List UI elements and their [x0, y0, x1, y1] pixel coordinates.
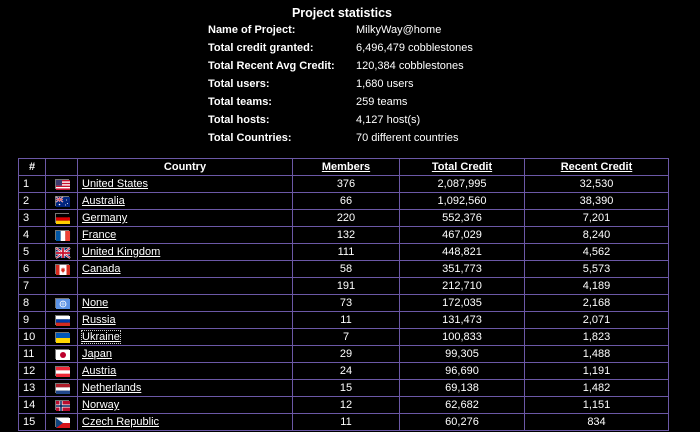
table-row [19, 346, 669, 363]
table-header-row [19, 159, 669, 176]
table-row [19, 363, 669, 380]
cell-recent-credit: 1,151 [525, 397, 669, 414]
country-link[interactable]: United Kingdom [82, 246, 161, 258]
flag-germany-icon [55, 213, 69, 223]
cell-rank: 15 [19, 414, 46, 431]
cell-country [78, 244, 293, 261]
cell-rank: 11 [19, 346, 46, 363]
stat-value: 1,680 users [356, 78, 414, 90]
cell-members: 12 [293, 397, 400, 414]
cell-country [78, 414, 293, 431]
cell-total-credit: 1,092,560 [400, 193, 525, 210]
stat-label: Total users: [208, 78, 270, 90]
stat-label: Total hosts: [208, 114, 270, 126]
cell-members: 58 [293, 261, 400, 278]
country-link[interactable]: France [82, 229, 117, 241]
cell-recent-credit: 2,071 [525, 312, 669, 329]
country-link[interactable]: Australia [82, 195, 125, 207]
country-link[interactable]: Canada [82, 263, 121, 275]
cell-recent-credit: 7,201 [525, 210, 669, 227]
cell-members: 66 [293, 193, 400, 210]
cell-recent-credit: 4,189 [525, 278, 669, 295]
cell-country [78, 380, 293, 397]
cell-recent-credit: 4,562 [525, 244, 669, 261]
country-link[interactable]: United States [82, 178, 149, 190]
cell-total-credit: 60,276 [400, 414, 525, 431]
stat-recent-avg-credit [208, 60, 473, 78]
cell-total-credit: 212,710 [400, 278, 525, 295]
cell-country [78, 363, 293, 380]
stat-label: Name of Project: [208, 24, 296, 36]
cell-total-credit: 2,087,995 [400, 176, 525, 193]
cell-flag [46, 193, 78, 210]
table-row [19, 261, 669, 278]
cell-recent-credit: 5,573 [525, 261, 669, 278]
cell-rank: 14 [19, 397, 46, 414]
country-link[interactable]: Ukraine [82, 331, 120, 343]
flag-canada-icon [55, 264, 69, 274]
project-stats [208, 24, 473, 150]
stat-total-credit [208, 42, 473, 60]
stat-value: 4,127 host(s) [356, 114, 421, 126]
cell-flag [46, 346, 78, 363]
country-link[interactable]: Austria [82, 365, 117, 377]
header-flag [46, 159, 78, 176]
country-link[interactable]: Germany [82, 212, 128, 224]
cell-recent-credit: 1,823 [525, 329, 669, 346]
cell-flag [46, 380, 78, 397]
cell-flag [46, 210, 78, 227]
cell-flag [46, 278, 78, 295]
stat-value: 6,496,479 cobblestones [356, 42, 473, 54]
flag-czech-republic-icon [55, 417, 69, 427]
stat-label: Total credit granted: [208, 42, 314, 54]
cell-members: 132 [293, 227, 400, 244]
cell-flag [46, 329, 78, 346]
stat-label: Total teams: [208, 96, 272, 108]
cell-recent-credit: 2,168 [525, 295, 669, 312]
stat-total-teams [208, 96, 473, 114]
cell-rank: 7 [19, 278, 46, 295]
stat-value: MilkyWay@home [356, 24, 442, 36]
flag-japan-icon [55, 349, 69, 359]
flag-russia-icon [55, 315, 69, 325]
stat-label: Total Countries: [208, 132, 292, 144]
cell-members: 15 [293, 380, 400, 397]
stat-value: 259 teams [356, 96, 408, 108]
stat-total-countries [208, 132, 473, 150]
cell-members: 376 [293, 176, 400, 193]
cell-total-credit: 467,029 [400, 227, 525, 244]
cell-rank: 6 [19, 261, 46, 278]
cell-recent-credit: 1,191 [525, 363, 669, 380]
cell-total-credit: 96,690 [400, 363, 525, 380]
cell-rank: 4 [19, 227, 46, 244]
flag-france-icon [55, 230, 69, 240]
stat-total-hosts [208, 114, 473, 132]
flag-united-kingdom-icon [55, 247, 69, 257]
cell-flag [46, 397, 78, 414]
cell-flag [46, 244, 78, 261]
cell-recent-credit: 8,240 [525, 227, 669, 244]
cell-rank: 13 [19, 380, 46, 397]
cell-members: 111 [293, 244, 400, 261]
cell-members: 11 [293, 414, 400, 431]
cell-total-credit: 448,821 [400, 244, 525, 261]
cell-total-credit: 99,305 [400, 346, 525, 363]
cell-flag [46, 312, 78, 329]
flag-norway-icon [55, 400, 69, 410]
cell-flag [46, 295, 78, 312]
flag-un-icon [55, 298, 69, 308]
cell-country [78, 312, 293, 329]
cell-total-credit: 552,376 [400, 210, 525, 227]
cell-total-credit: 351,773 [400, 261, 525, 278]
sort-members-link[interactable]: Members [321, 161, 371, 173]
cell-total-credit: 131,473 [400, 312, 525, 329]
table-row [19, 329, 669, 346]
cell-members: 11 [293, 312, 400, 329]
table-row [19, 193, 669, 210]
header-total-credit [400, 159, 525, 176]
flag-australia-icon [55, 196, 69, 206]
cell-rank: 3 [19, 210, 46, 227]
cell-country [78, 295, 293, 312]
table-row [19, 295, 669, 312]
cell-country [78, 261, 293, 278]
cell-rank: 12 [19, 363, 46, 380]
stat-project-name [208, 24, 473, 42]
cell-country [78, 227, 293, 244]
cell-rank: 8 [19, 295, 46, 312]
cell-rank: 1 [19, 176, 46, 193]
cell-rank: 9 [19, 312, 46, 329]
cell-members: 24 [293, 363, 400, 380]
stat-total-users [208, 78, 473, 96]
cell-members: 29 [293, 346, 400, 363]
table-row [19, 278, 669, 295]
cell-members: 220 [293, 210, 400, 227]
table-row [19, 227, 669, 244]
country-link[interactable]: Russia [82, 314, 116, 326]
cell-recent-credit: 834 [525, 414, 669, 431]
stat-label: Total Recent Avg Credit: [208, 60, 335, 72]
cell-total-credit: 100,833 [400, 329, 525, 346]
header-rank: # [19, 159, 46, 176]
sort-recent-credit-link[interactable]: Recent Credit [560, 161, 633, 173]
cell-total-credit: 69,138 [400, 380, 525, 397]
cell-flag [46, 261, 78, 278]
table-row [19, 176, 669, 193]
table-row [19, 380, 669, 397]
cell-country [78, 329, 293, 346]
stat-value: 70 different countries [356, 132, 459, 144]
cell-rank: 2 [19, 193, 46, 210]
country-link[interactable]: Norway [82, 399, 120, 411]
table-row [19, 397, 669, 414]
table-row [19, 210, 669, 227]
cell-total-credit: 172,035 [400, 295, 525, 312]
header-members [293, 159, 400, 176]
country-link[interactable]: Czech Republic [82, 416, 160, 428]
table-row [19, 312, 669, 329]
header-recent-credit [525, 159, 669, 176]
cell-recent-credit: 32,530 [525, 176, 669, 193]
cell-total-credit: 62,682 [400, 397, 525, 414]
table-row [19, 244, 669, 261]
country-stats-table [18, 158, 669, 431]
cell-flag [46, 363, 78, 380]
cell-members: 7 [293, 329, 400, 346]
flag-ukraine-icon [55, 332, 69, 342]
sort-total-credit-link[interactable]: Total Credit [431, 161, 493, 173]
cell-flag [46, 414, 78, 431]
stat-value: 120,384 cobblestones [356, 60, 464, 72]
cell-recent-credit: 1,482 [525, 380, 669, 397]
page-title: Project statistics [291, 6, 393, 20]
cell-members: 191 [293, 278, 400, 295]
cell-country [78, 278, 293, 295]
cell-flag [46, 176, 78, 193]
cell-rank: 5 [19, 244, 46, 261]
cell-country [78, 193, 293, 210]
country-link[interactable]: Japan [82, 348, 112, 360]
cell-country [78, 210, 293, 227]
cell-members: 73 [293, 295, 400, 312]
cell-recent-credit: 1,488 [525, 346, 669, 363]
cell-flag [46, 227, 78, 244]
cell-country [78, 176, 293, 193]
flag-united-states-icon [55, 179, 69, 189]
flag-austria-icon [55, 366, 69, 376]
cell-country [78, 397, 293, 414]
cell-rank: 10 [19, 329, 46, 346]
header-country: Country [78, 159, 293, 176]
country-link[interactable]: None [82, 297, 109, 309]
country-link[interactable]: Netherlands [82, 382, 142, 394]
flag-netherlands-icon [55, 383, 69, 393]
cell-country [78, 346, 293, 363]
cell-recent-credit: 38,390 [525, 193, 669, 210]
table-row [19, 414, 669, 431]
